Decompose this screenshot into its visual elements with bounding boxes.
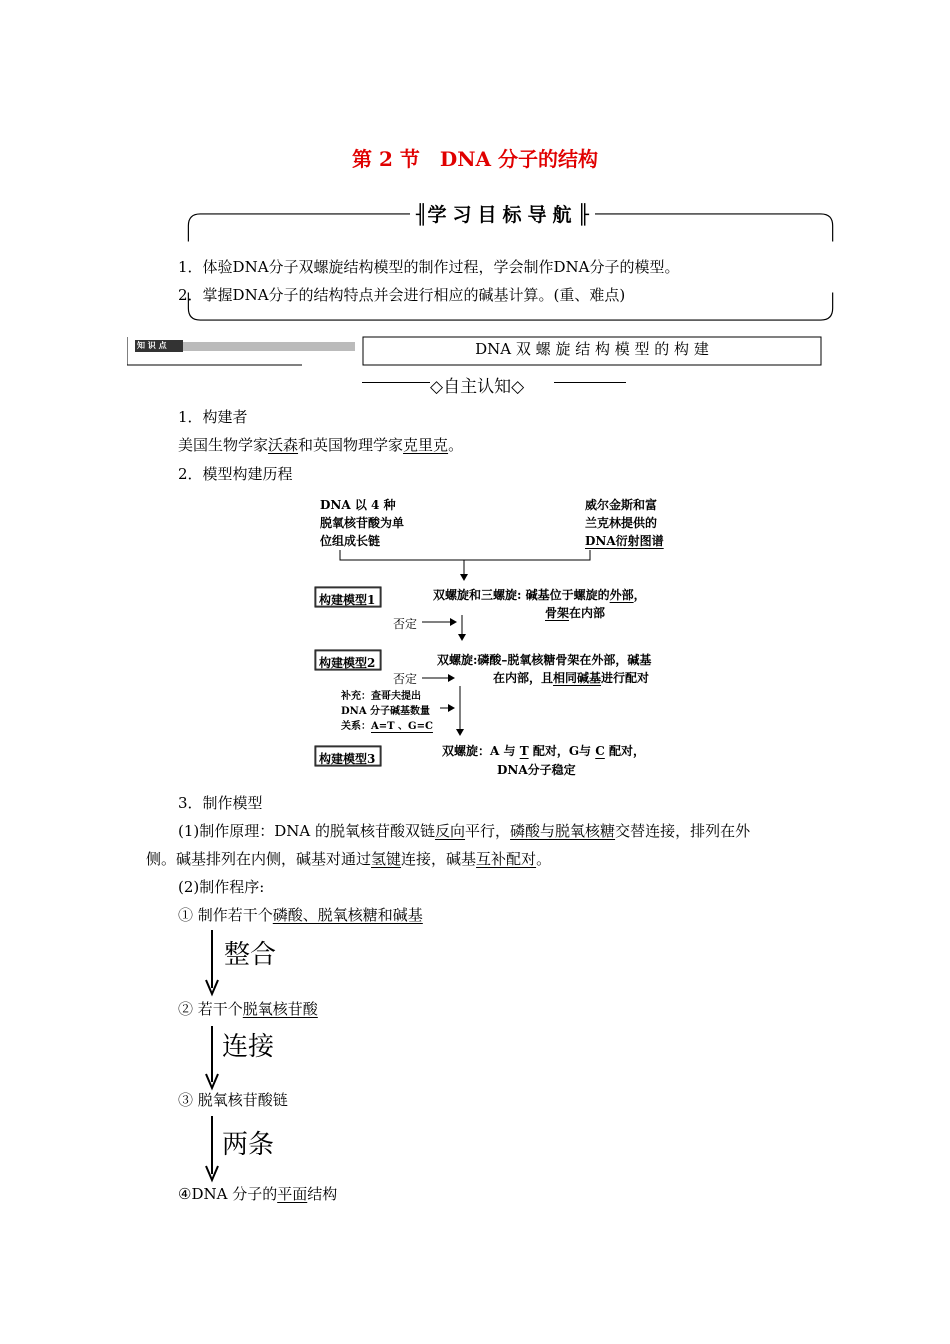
item3-para1-cont: 侧。碱基排列在内侧，碱基对通过氢键连接，碱基互补配对。: [146, 850, 552, 868]
divider: [362, 382, 430, 383]
item3-para1: (1)制作原理：DNA 的脱氧核苷酸双链反向平行，磷酸与脱氧核糖交替连接，排列在外: [178, 822, 751, 840]
step-2: ② 若干个脱氧核苷酸: [178, 1000, 318, 1018]
deny-label: 否定: [393, 617, 418, 631]
objective-item: 1．体验DNA分子双螺旋结构模型的制作过程，学会制作DNA分子的模型。: [178, 258, 680, 276]
arrow-label: 两条: [222, 1130, 275, 1160]
model3-desc-2: DNA分子稳定: [497, 763, 576, 777]
model1-desc-2: 骨架在内部: [545, 606, 606, 620]
down-arrow-icon: [200, 1024, 224, 1092]
flow-left-line: 脱氧核苷酸为单: [320, 516, 405, 530]
item3-heading: 3．制作模型: [178, 794, 263, 812]
objective-item: 2．掌握DNA分子的结构特点并会进行相应的碱基计算。(重、难点): [178, 286, 626, 304]
flow-right-line: 兰克林提供的: [585, 516, 658, 530]
item1-heading: 1．构建者: [178, 408, 248, 426]
self-study-heading: ◇自主认知◇: [430, 377, 525, 397]
page-title: 第 2 节 DNA 分子的结构: [352, 147, 598, 171]
flow-left-line: DNA 以 4 种: [320, 498, 396, 512]
objectives-heading: ╢学习目标导航╟: [410, 200, 595, 227]
supplement-line: 关系：A=T 、G=C: [341, 721, 433, 732]
divider: [554, 382, 626, 383]
model3-box: 构建模型3: [319, 752, 376, 766]
flow-left-line: 位组成长链: [320, 534, 381, 548]
flow-right-line: DNA衍射图谱: [585, 534, 664, 548]
section-tag: 知 识 点: [137, 341, 167, 350]
step-3: ③ 脱氧核苷酸链: [178, 1091, 288, 1109]
item3-para2: (2)制作程序:: [178, 878, 265, 896]
model2-box: 构建模型2: [319, 656, 376, 670]
item2-heading: 2．模型构建历程: [178, 465, 293, 483]
arrow-label: 整合: [224, 940, 277, 970]
item1-text: 美国生物学家沃森和英国物理学家克里克。: [178, 436, 464, 454]
section-title: DNA 双 螺 旋 结 构 模 型 的 构 建: [475, 340, 709, 358]
model2-desc-2: 在内部，且相同碱基进行配对: [493, 671, 650, 685]
down-arrow-icon: [200, 1114, 224, 1184]
arrow-label: 连接: [222, 1032, 275, 1062]
model3-desc: 双螺旋：A 与 T 配对，G与 C 配对，: [442, 744, 646, 758]
step-4: ④DNA 分子的平面结构: [178, 1185, 338, 1203]
flow-right-line: 威尔金斯和富: [585, 498, 658, 512]
model2-desc: 双螺旋:磷酸–脱氧核糖骨架在外部，碱基: [437, 653, 652, 667]
step-1: ① 制作若干个磷酸、脱氧核糖和碱基: [178, 906, 423, 924]
down-arrow-icon: [200, 928, 224, 998]
model1-box: 构建模型1: [319, 593, 376, 607]
deny-label: 否定: [393, 672, 418, 686]
supplement-line: DNA 分子碱基数量: [341, 706, 431, 717]
supplement-line: 补充：查哥夫提出: [341, 691, 421, 702]
model1-desc: 双螺旋和三螺旋: 碱基位于螺旋的外部，: [433, 588, 646, 602]
